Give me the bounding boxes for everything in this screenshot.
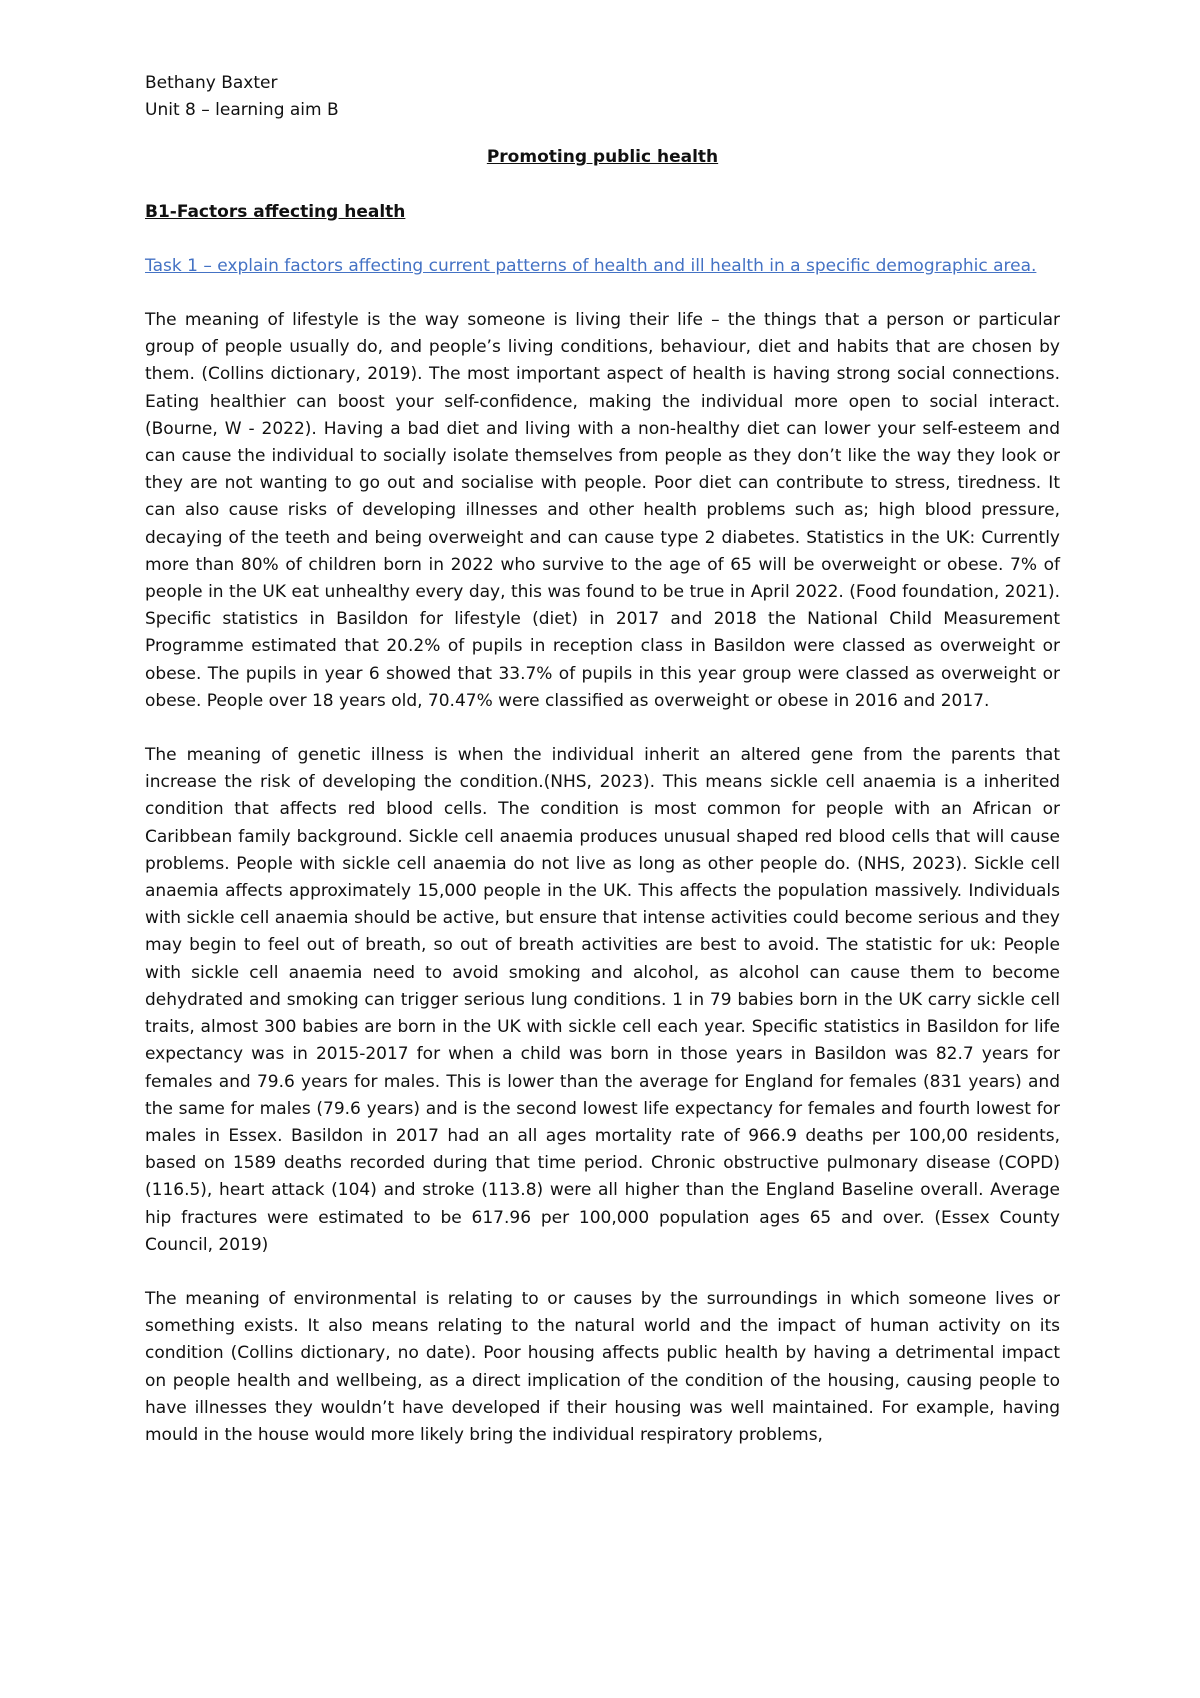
- paragraph-environmental: The meaning of environmental is relating to or causes by the surroundings in which someone lives or something exists. It also means relating to the natural world and the impact of human activity on its condition (Collins dictionary, no date). Poor housing affects public health by having a detrimental impact on people health and wellbeing, as a direct implication of the condition of the housing, causing people to have illnesses they wouldn’t have developed if their housing was well maintained. For example, having mould in the house would more likely bring the individual respiratory problems,: [145, 1288, 1060, 1445]
- paragraph-genetic-illness: The meaning of genetic illness is when the individual inherit an altered gene from the parents that increase the risk of developing the condition.(NHS, 2023). This means sickle cell anaemia is a inherited condition that affects red blood cells. The condition is most common for people with an African or Caribbean family background. Sickle cell anaemia produces unusual shaped red blood cells that will cause problems. People with sickle cell anaemia do not live as long as other people do. (NHS, 2023). Sickle cell anaemia affects approximately 15,000 people in the UK. This affects the population massively. Individuals with sickle cell anaemia should be active, but ensure that intense activities could become serious and they may begin to feel out of breath, so out of breath activities are best to avoid. The statistic for uk: People with sickle cell anaemia need to avoid smoking and alcohol, as alcohol can cause them to become dehydrated and smoking can trigger serious lung conditions. 1 in 79 babies born in the UK carry sickle cell traits, almost 300 babies are born in the UK with sickle cell each year. Specific statistics in Basildon for life expectancy was in 2015-2017 for when a child was born in those years in Basildon was 82.7 years for females and 79.6 years for males. This is lower than the average for England for females (831 years) and the same for males (79.6 years) and is the second lowest life expectancy for females and fourth lowest for males in Essex. Basildon in 2017 had an all ages mortality rate of 966.9 deaths per 100,00 residents, based on 1589 deaths recorded during that time period. Chronic obstructive pulmonary disease (COPD) (116.5), heart attack (104) and stroke (113.8) were all higher than the England Baseline overall. Average hip fractures were estimated to be 617.96 per 100,000 population ages 65 and over. (Essex County Council, 2019): [145, 745, 1060, 1255]
- document-title: Promoting public health: [486, 147, 719, 168]
- paragraph-lifestyle: The meaning of lifestyle is the way someone is living their life – the things that a person or particular group of people usually do, and people’s living conditions, behaviour, diet and habits that are chosen by them. (Collins dictionary, 2019). The most important aspect of health is having strong social connections. Eating healthier can boost your self-confidence, making the individual more open to social interact. (Bourne, W - 2022). Having a bad diet and living with a non-healthy diet can lower your self-esteem and can cause the individual to socially isolate themselves from people as they don’t like the way they look or they are not wanting to go out and socialise with people. Poor diet can contribute to stress, tiredness. It can also cause risks of developing illnesses and other health problems such as; high blood pressure, decaying of the teeth and being overweight and can cause type 2 diabetes. Statistics in the UK: Currently more than 80% of children born in 2022 who survive to the age of 65 will be overweight or obese. 7% of people in the UK eat unhealthy every day, this was found to be true in April 2022. (Food foundation, 2021). Specific statistics in Basildon for lifestyle (diet) in 2017 and 2018 the National Child Measurement Programme estimated that 20.2% of pupils in reception class in Basildon were classed as overweight or obese. The pupils in year 6 showed that 33.7% of pupils in this year group were classed as overweight or obese. People over 18 years old, 70.47% were classified as overweight or obese in 2016 and 2017.: [145, 310, 1060, 711]
- document-page: [145, 70, 1060, 1449]
- author-name: Bethany Baxter: [145, 73, 278, 93]
- unit-label: Unit 8 – learning aim B: [145, 100, 339, 121]
- task-heading: Task 1 – explain factors affecting current patterns of health and ill health in a specific demographic area.: [145, 255, 1037, 276]
- section-heading: B1-Factors affecting health: [145, 201, 406, 222]
